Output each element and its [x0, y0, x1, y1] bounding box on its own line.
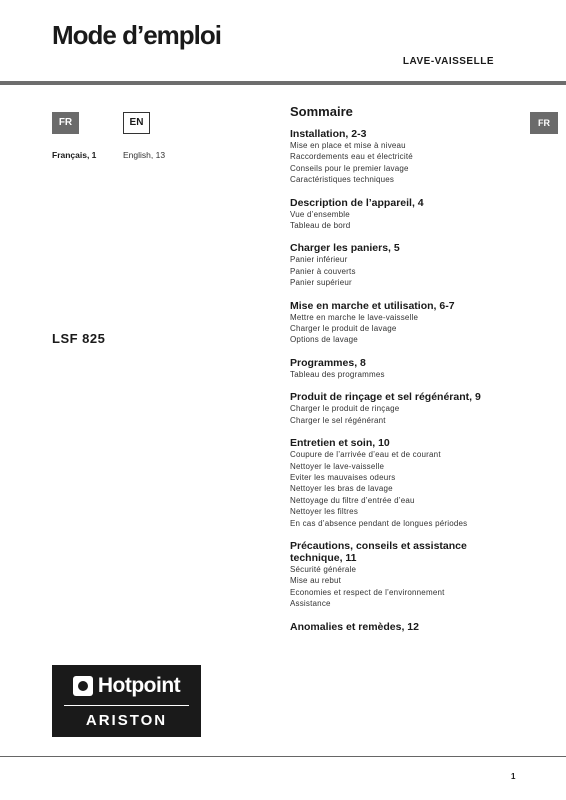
- toc-item[interactable]: Panier inférieur: [290, 255, 348, 265]
- toc-section: [290, 357, 510, 380]
- toc-section: [290, 540, 510, 610]
- toc-section-title[interactable]: Description de l’appareil, 4: [290, 196, 424, 209]
- toc-item[interactable]: Mise en place et mise à niveau: [290, 141, 406, 150]
- toc-item[interactable]: Eviter les mauvaises odeurs: [290, 472, 396, 482]
- table-of-contents: [290, 104, 510, 644]
- logo-brand-top: Hotpoint: [97, 674, 181, 697]
- toc-item[interactable]: Caractéristiques techniques: [290, 175, 395, 185]
- toc-section-title[interactable]: Entretien et soin, 10: [290, 437, 390, 450]
- toc-section-title[interactable]: Produit de rinçage et sel régénérant, 9: [290, 391, 481, 404]
- toc-section-title[interactable]: Anomalies et remèdes, 12: [290, 620, 419, 633]
- toc-item[interactable]: Conseils pour le premier lavage: [290, 163, 409, 173]
- toc-section-title[interactable]: Mise en marche et utilisation, 6-7: [290, 299, 455, 312]
- toc-section-title[interactable]: Installation, 2-3: [290, 128, 367, 140]
- toc-item[interactable]: Nettoyer le lave-vaisselle: [290, 461, 385, 471]
- hotpoint-logo-icon: [73, 676, 93, 696]
- toc-item[interactable]: Charger le produit de rinçage: [290, 404, 400, 414]
- language-badge-en[interactable]: EN: [123, 112, 150, 134]
- toc-item[interactable]: Vue d’ensemble: [290, 209, 350, 219]
- header-divider: [0, 81, 566, 85]
- logo-top-row: [52, 671, 201, 701]
- language-label-fr: Français, 1: [52, 150, 97, 160]
- page-number: 1: [511, 772, 516, 781]
- toc-section-title[interactable]: Précautions, conseils et assistance technique, 11: [290, 539, 467, 564]
- toc-item[interactable]: Nettoyage du filtre d’entrée d’eau: [290, 495, 415, 505]
- brand-logo: [52, 665, 201, 737]
- logo-divider: [64, 705, 189, 706]
- toc-section: [290, 128, 510, 186]
- toc-item[interactable]: Nettoyer les filtres: [290, 507, 359, 517]
- toc-item[interactable]: Charger le sel régénérant: [290, 415, 386, 425]
- toc-item[interactable]: Economies et respect de l’environnement: [290, 587, 445, 597]
- footer-divider: [0, 756, 566, 757]
- toc-item[interactable]: Mise au rebut: [290, 576, 342, 586]
- toc-section: [290, 197, 510, 232]
- toc-item[interactable]: Mettre en marche le lave-vaisselle: [290, 312, 419, 322]
- toc-item[interactable]: Raccordements eau et électricité: [290, 152, 413, 162]
- toc-sections: [290, 128, 510, 633]
- page-title: Mode d’emploi: [52, 20, 221, 50]
- toc-section: [290, 621, 510, 633]
- model-number: LSF 825: [52, 331, 106, 346]
- toc-item[interactable]: Tableau des programmes: [290, 369, 385, 379]
- toc-item[interactable]: Panier à couverts: [290, 266, 356, 276]
- toc-item[interactable]: Tableau de bord: [290, 221, 351, 231]
- language-badge-fr[interactable]: FR: [52, 112, 79, 134]
- side-language-tab: FR: [530, 112, 558, 134]
- toc-item[interactable]: Panier supérieur: [290, 278, 352, 288]
- toc-section-title[interactable]: Programmes, 8: [290, 356, 366, 369]
- toc-item[interactable]: Sécurité générale: [290, 564, 357, 574]
- toc-item[interactable]: Charger le produit de lavage: [290, 324, 397, 334]
- language-label-en: English, 13: [123, 150, 166, 160]
- toc-item[interactable]: En cas d’absence pendant de longues périodes: [290, 518, 468, 528]
- toc-heading: Sommaire: [290, 104, 353, 119]
- toc-section: [290, 300, 510, 346]
- toc-section: [290, 391, 510, 426]
- toc-section: [290, 242, 510, 288]
- toc-item[interactable]: Nettoyer les bras de lavage: [290, 484, 393, 494]
- toc-section-title[interactable]: Charger les paniers, 5: [290, 242, 400, 255]
- toc-item[interactable]: Options de lavage: [290, 335, 358, 345]
- toc-item[interactable]: Assistance: [290, 599, 331, 609]
- logo-brand-bottom: ARISTON: [85, 712, 168, 729]
- toc-item[interactable]: Coupure de l’arrivée d’eau et de courant: [290, 450, 441, 460]
- product-type: LAVE-VAISSELLE: [402, 56, 494, 67]
- toc-section: [290, 437, 510, 529]
